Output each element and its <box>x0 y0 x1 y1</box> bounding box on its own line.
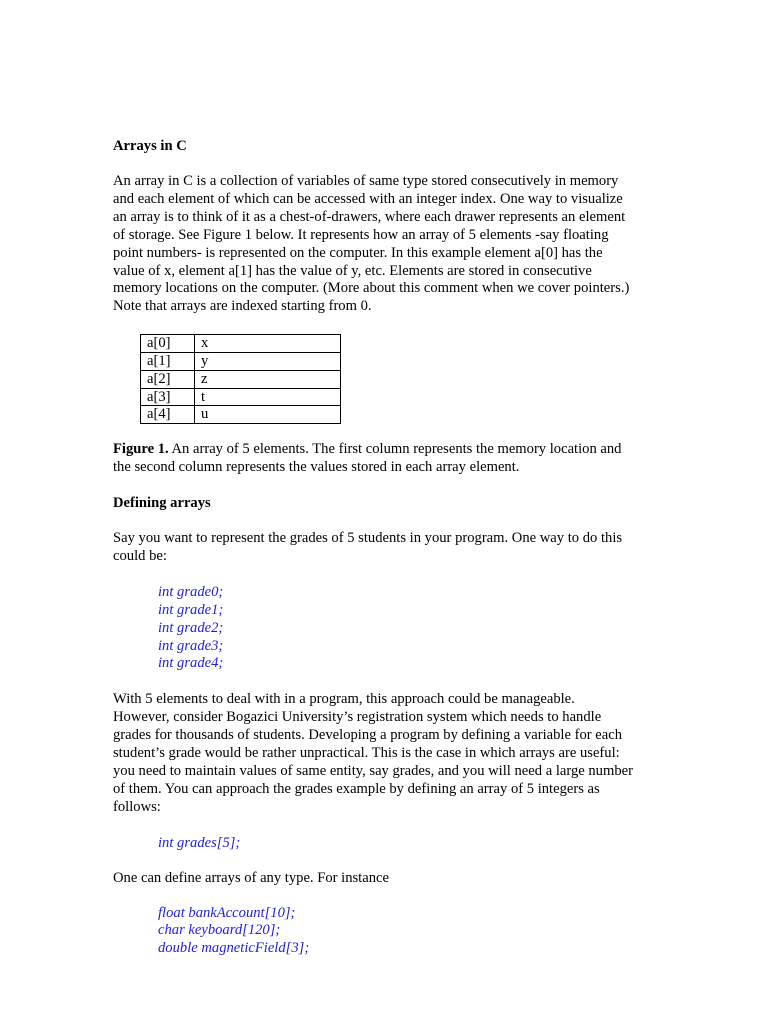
code-line: int grade1; <box>158 601 224 618</box>
table-row <box>141 388 341 406</box>
table-row <box>141 335 341 353</box>
intro-line: an array is to think of it as a chest-of-drawers, where each drawer represents an element <box>113 208 626 225</box>
intro-line: point numbers- is represented on the computer. In this example element a[0] has the <box>113 244 603 261</box>
value-cell: z <box>195 370 341 388</box>
value-cell: y <box>195 353 341 371</box>
code-block-types <box>113 905 673 959</box>
paragraph-line: Say you want to represent the grades of 5 students in your program. One way to do this <box>113 530 623 547</box>
code-block-array <box>113 835 673 853</box>
grades-paragraph <box>113 530 673 566</box>
table-row <box>141 406 341 424</box>
memory-location-cell: a[2] <box>141 370 195 388</box>
intro-line: value of x, element a[1] has the value of y, etc. Elements are stored in consecutive <box>113 262 592 279</box>
section-heading: Defining arrays <box>113 495 211 512</box>
memory-location-cell: a[1] <box>141 353 195 371</box>
any-type-paragraph <box>113 870 673 888</box>
table-row <box>141 370 341 388</box>
value-cell: t <box>195 388 341 406</box>
code-line: int grades[5]; <box>158 834 241 851</box>
caption-text: the second column represents the values stored in each array element. <box>113 459 520 476</box>
code-line: int grade2; <box>158 619 224 636</box>
caption-text: An array of 5 elements. The first column represents the memory location and <box>168 441 622 458</box>
page-title: Arrays in C <box>113 138 187 154</box>
paragraph-line: of them. You can approach the grades example by defining an array of 5 integers as <box>113 780 600 797</box>
code-line: int grade3; <box>158 637 224 654</box>
paragraph-line: grades for thousands of students. Developing a program by defining a variable for each <box>113 727 622 744</box>
figure-label: Figure 1. <box>113 441 169 458</box>
intro-line: An array in C is a collection of variables of same type stored consecutively in memory <box>113 173 619 189</box>
memory-location-cell: a[0] <box>141 335 195 353</box>
intro-line: memory locations on the computer. (More about this comment when we cover pointers.) <box>113 280 630 297</box>
registration-paragraph <box>113 691 673 816</box>
table-row <box>141 353 341 371</box>
figure-caption <box>113 441 673 477</box>
paragraph-line: could be: <box>113 547 167 564</box>
code-line: float bankAccount[10]; <box>158 904 296 921</box>
paragraph-line: One can define arrays of any type. For instance <box>113 869 389 886</box>
value-cell: x <box>195 335 341 353</box>
figure-1-table <box>140 334 341 424</box>
document-page <box>113 137 673 958</box>
paragraph-line: student’s grade would be rather unpractical. This is the case in which arrays are useful: <box>113 745 620 762</box>
code-line: int grade0; <box>158 583 224 600</box>
code-line: int grade4; <box>158 655 224 672</box>
paragraph-line: you need to maintain values of same entity, say grades, and you will need a large number <box>113 763 633 780</box>
paragraph-line: With 5 elements to deal with in a program, this approach could be manageable. <box>113 691 575 708</box>
intro-line: and each element of which can be accessed with an integer index. One way to visualize <box>113 190 623 207</box>
value-cell: u <box>195 406 341 424</box>
intro-paragraph <box>113 173 673 316</box>
paragraph-line: However, consider Bogazici University’s registration system which needs to handle <box>113 709 602 726</box>
code-line: double magneticField[3]; <box>158 940 310 957</box>
paragraph-line: follows: <box>113 798 161 815</box>
memory-location-cell: a[3] <box>141 388 195 406</box>
code-block-variables <box>113 584 673 674</box>
memory-location-cell: a[4] <box>141 406 195 424</box>
intro-line: of storage. See Figure 1 below. It represents how an array of 5 elements -say floating <box>113 226 609 243</box>
intro-line: Note that arrays are indexed starting from 0. <box>113 298 372 315</box>
code-line: char keyboard[120]; <box>158 922 281 939</box>
